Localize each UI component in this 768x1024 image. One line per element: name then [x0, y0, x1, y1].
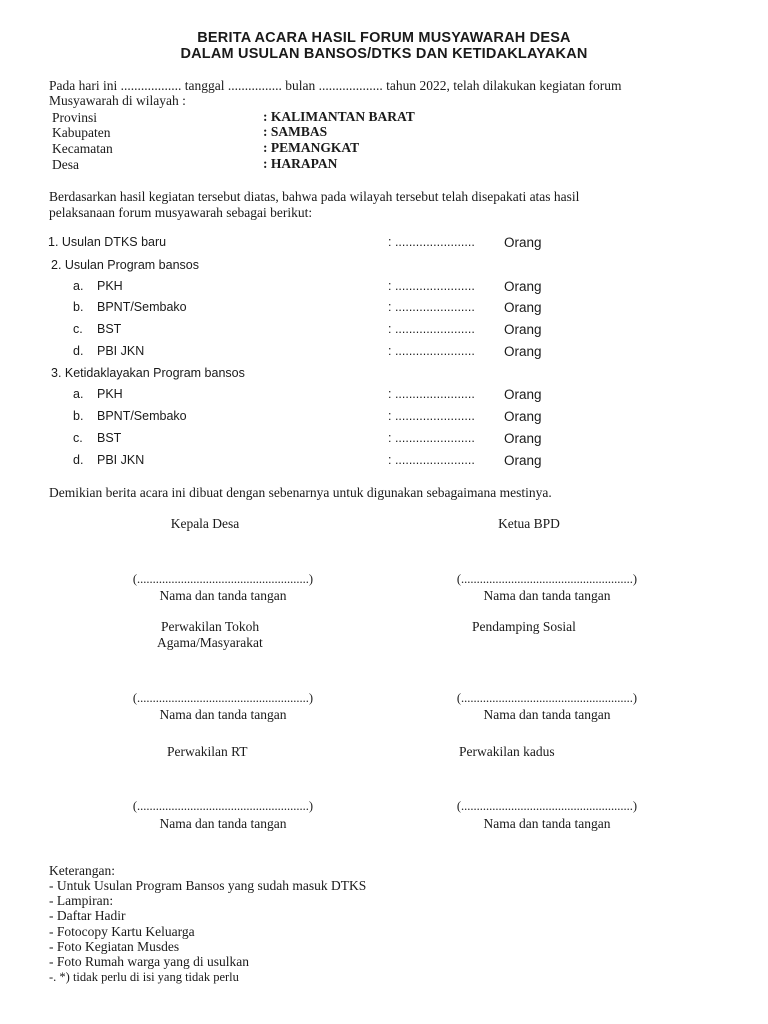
basis-line-1: Berdasarkan hasil kegiatan tersebut diatas, bahwa pada wilayah tersebut telah disepakati atas hasil — [49, 189, 580, 204]
signer-title-tokoh-line2: Agama/Masyarakat — [157, 635, 263, 650]
section2-item-unit: Orang — [504, 322, 542, 337]
signature-caption: Nama dan tanda tangan — [483, 707, 611, 722]
section3-item-unit: Orang — [504, 409, 542, 424]
signer-title-tokoh-line1: Perwakilan Tokoh — [161, 619, 260, 634]
section3-item-dots: : ....................... — [388, 453, 475, 467]
section2-item-unit: Orang — [504, 279, 542, 294]
section1-unit: Orang — [504, 235, 542, 250]
section2-item-name: BPNT/Sembako — [97, 300, 187, 314]
section2-item-letter: a. — [73, 279, 84, 293]
section2-item-unit: Orang — [504, 344, 542, 359]
section3-item-unit: Orang — [504, 453, 542, 468]
section3-item-letter: b. — [73, 409, 84, 423]
notes-item: - Daftar Hadir — [49, 908, 126, 923]
signature-line: (.......................................................) — [132, 691, 314, 705]
signer-title-kadus: Perwakilan kadus — [459, 744, 555, 759]
basis-line-2: pelaksanaan forum musyawarah sebagai berikut: — [49, 205, 313, 220]
section2-item-unit: Orang — [504, 300, 542, 315]
section2-item-name: PKH — [97, 279, 123, 293]
notes-heading: Keterangan: — [49, 863, 115, 878]
signature-line: (.......................................................) — [456, 572, 638, 586]
section3-heading: 3. Ketidaklayakan Program bansos — [51, 366, 245, 380]
section2-item-dots: : ....................... — [388, 322, 475, 336]
notes-item: -. *) tidak perlu di isi yang tidak perlu — [49, 970, 239, 984]
section2-item-dots: : ....................... — [388, 300, 475, 314]
signer-title-ketua-bpd: Ketua BPD — [498, 516, 560, 531]
signature-line: (.......................................................) — [456, 691, 638, 705]
section3-item-dots: : ....................... — [388, 387, 475, 401]
section2-item-dots: : ....................... — [388, 279, 475, 293]
signer-title-pendamping-sosial: Pendamping Sosial — [472, 619, 576, 634]
section2-item-letter: b. — [73, 300, 84, 314]
region-label-desa: Desa — [52, 157, 79, 172]
section2-item-name: PBI JKN — [97, 344, 145, 358]
section3-item-dots: : ....................... — [388, 409, 475, 423]
closing-statement: Demikian berita acara ini dibuat dengan sebenarnya untuk digunakan sebagaimana mestinya. — [49, 485, 552, 500]
signature-caption: Nama dan tanda tangan — [159, 588, 287, 603]
notes-item: - Fotocopy Kartu Keluarga — [49, 924, 195, 939]
signature-caption: Nama dan tanda tangan — [159, 707, 287, 722]
signature-line: (.......................................................) — [132, 799, 314, 813]
document-title-line2: DALAM USULAN BANSOS/DTKS DAN KETIDAKLAYAKAN — [180, 46, 588, 62]
section3-item-unit: Orang — [504, 431, 542, 446]
section2-item-letter: d. — [73, 344, 84, 358]
notes-item: - Untuk Usulan Program Bansos yang sudah masuk DTKS — [49, 878, 367, 893]
section2-item-name: BST — [97, 322, 122, 336]
signature-caption: Nama dan tanda tangan — [483, 588, 611, 603]
signer-title-kepala-desa: Kepala Desa — [170, 516, 240, 531]
intro-line-2: Musyawarah di wilayah : — [49, 93, 186, 108]
section3-item-name: BPNT/Sembako — [97, 409, 187, 423]
section3-item-name: PBI JKN — [97, 453, 145, 467]
signature-caption: Nama dan tanda tangan — [159, 816, 287, 831]
section2-heading: 2. Usulan Program bansos — [51, 258, 199, 272]
intro-line-1: Pada hari ini .................. tanggal ................ bulan ................... tahun 2022, telah dilakukan kegiatan forum — [49, 78, 622, 93]
section3-item-name: BST — [97, 431, 122, 445]
section3-item-unit: Orang — [504, 387, 542, 402]
region-value-kabupaten: : SAMBAS — [263, 124, 328, 139]
section2-item-dots: : ....................... — [388, 344, 475, 358]
section3-item-dots: : ....................... — [388, 431, 475, 445]
notes-item: - Foto Rumah warga yang di usulkan — [49, 954, 249, 969]
signature-caption: Nama dan tanda tangan — [483, 816, 611, 831]
section3-item-letter: d. — [73, 453, 84, 467]
region-value-desa: : HARAPAN — [263, 156, 338, 171]
signer-title-rt: Perwakilan RT — [167, 744, 248, 759]
section1-label: 1. Usulan DTKS baru — [48, 235, 167, 249]
section3-item-name: PKH — [97, 387, 123, 401]
region-label-kabupaten: Kabupaten — [52, 125, 111, 140]
signature-line: (.......................................................) — [456, 799, 638, 813]
region-label-provinsi: Provinsi — [52, 110, 98, 125]
region-value-provinsi: : KALIMANTAN BARAT — [263, 109, 415, 124]
section2-item-letter: c. — [73, 322, 83, 336]
region-label-kecamatan: Kecamatan — [52, 141, 113, 156]
document-title-line1: BERITA ACARA HASIL FORUM MUSYAWARAH DESA — [197, 30, 571, 46]
section3-item-letter: a. — [73, 387, 84, 401]
signature-line: (.......................................................) — [132, 572, 314, 586]
region-value-kecamatan: : PEMANGKAT — [263, 140, 360, 155]
notes-item: - Lampiran: — [49, 893, 114, 908]
section1-dots: : ....................... — [388, 235, 475, 249]
section3-item-letter: c. — [73, 431, 83, 445]
notes-item: - Foto Kegiatan Musdes — [49, 939, 180, 954]
